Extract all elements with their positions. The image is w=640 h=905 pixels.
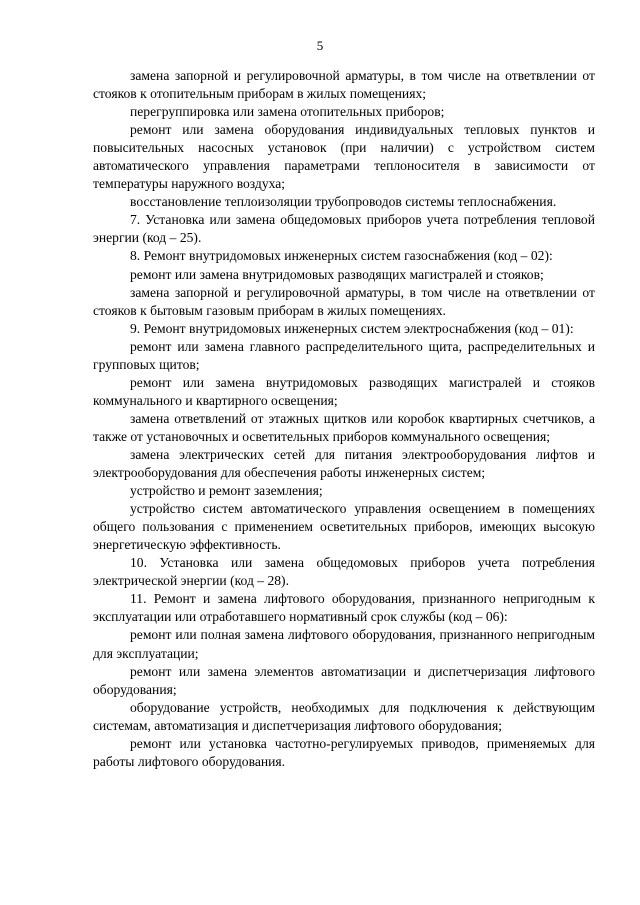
paragraph: 7. Установка или замена общедомовых приборов учета потребления тепловой энергии (код – 25). — [93, 212, 595, 246]
paragraph: ремонт или замена внутридомовых разводящих магистралей и стояков коммунального и квартирного освещения; — [93, 374, 595, 408]
paragraph: замена ответвлений от этажных щитков или коробок квартирных счетчиков, а также от установочных и осветительных приборов коммунального освещения; — [93, 410, 595, 444]
paragraph: 9. Ремонт внутридомовых инженерных систем электроснабжения (код – 01): — [130, 320, 574, 336]
paragraph: ремонт или замена внутридомовых разводящих магистралей и стояков; — [130, 266, 544, 282]
page-number: 5 — [316, 38, 324, 53]
paragraph: ремонт или установка частотно-регулируемых приводов, применяемых для работы лифтового оборудования. — [93, 735, 595, 769]
document-body — [93, 67, 595, 771]
paragraph: ремонт или замена главного распределительного щита, распределительных и групповых щитов; — [93, 338, 595, 372]
paragraph: оборудование устройств, необходимых для подключения к действующим системам, автоматизация и диспетчеризация лифтового оборудования; — [93, 699, 595, 733]
paragraph: восстановление теплоизоляции трубопроводов системы теплоснабжения. — [130, 194, 557, 210]
paragraph: замена запорной и регулировочной арматуры, в том числе на ответвлении от стояков к отопительным приборам в жилых помещениях; — [93, 68, 595, 102]
paragraph: перегруппировка или замена отопительных приборов; — [130, 104, 445, 120]
paragraph: ремонт или замена оборудования индивидуальных тепловых пунктов и повысительных насосных установок (при наличии) с устройством систем автоматического управления параметрами теплоносителя в зависимости от температуры наружного воздуха; — [93, 122, 595, 192]
paragraph: устройство и ремонт заземления; — [130, 483, 323, 499]
paragraph: ремонт или полная замена лифтового оборудования, признанного непригодным для эксплуатации; — [93, 627, 595, 661]
paragraph: замена электрических сетей для питания электрооборудования лифтов и электрооборудования для обеспечения работы инженерных систем; — [93, 446, 595, 481]
paragraph: замена запорной и регулировочной арматуры, в том числе на ответвлении от стояков к бытовым газовым приборам в жилых помещениях. — [93, 284, 595, 318]
paragraph: 11. Ремонт и замена лифтового оборудования, признанного непригодным к эксплуатации или отработавшего нормативный срок службы (код – 06): — [93, 591, 595, 625]
paragraph: устройство систем автоматического управления освещением в помещениях общего пользования с применением осветительных приборов, имеющих высокую энергетическую эффективность. — [93, 501, 595, 553]
paragraph: 8. Ремонт внутридомовых инженерных систем газоснабжения (код – 02): — [130, 248, 553, 264]
paragraph: 10. Установка или замена общедомовых приборов учета потребления электрической энергии (код – 28). — [93, 555, 595, 589]
paragraph: ремонт или замена элементов автоматизации и диспетчеризация лифтового оборудования; — [93, 663, 595, 697]
